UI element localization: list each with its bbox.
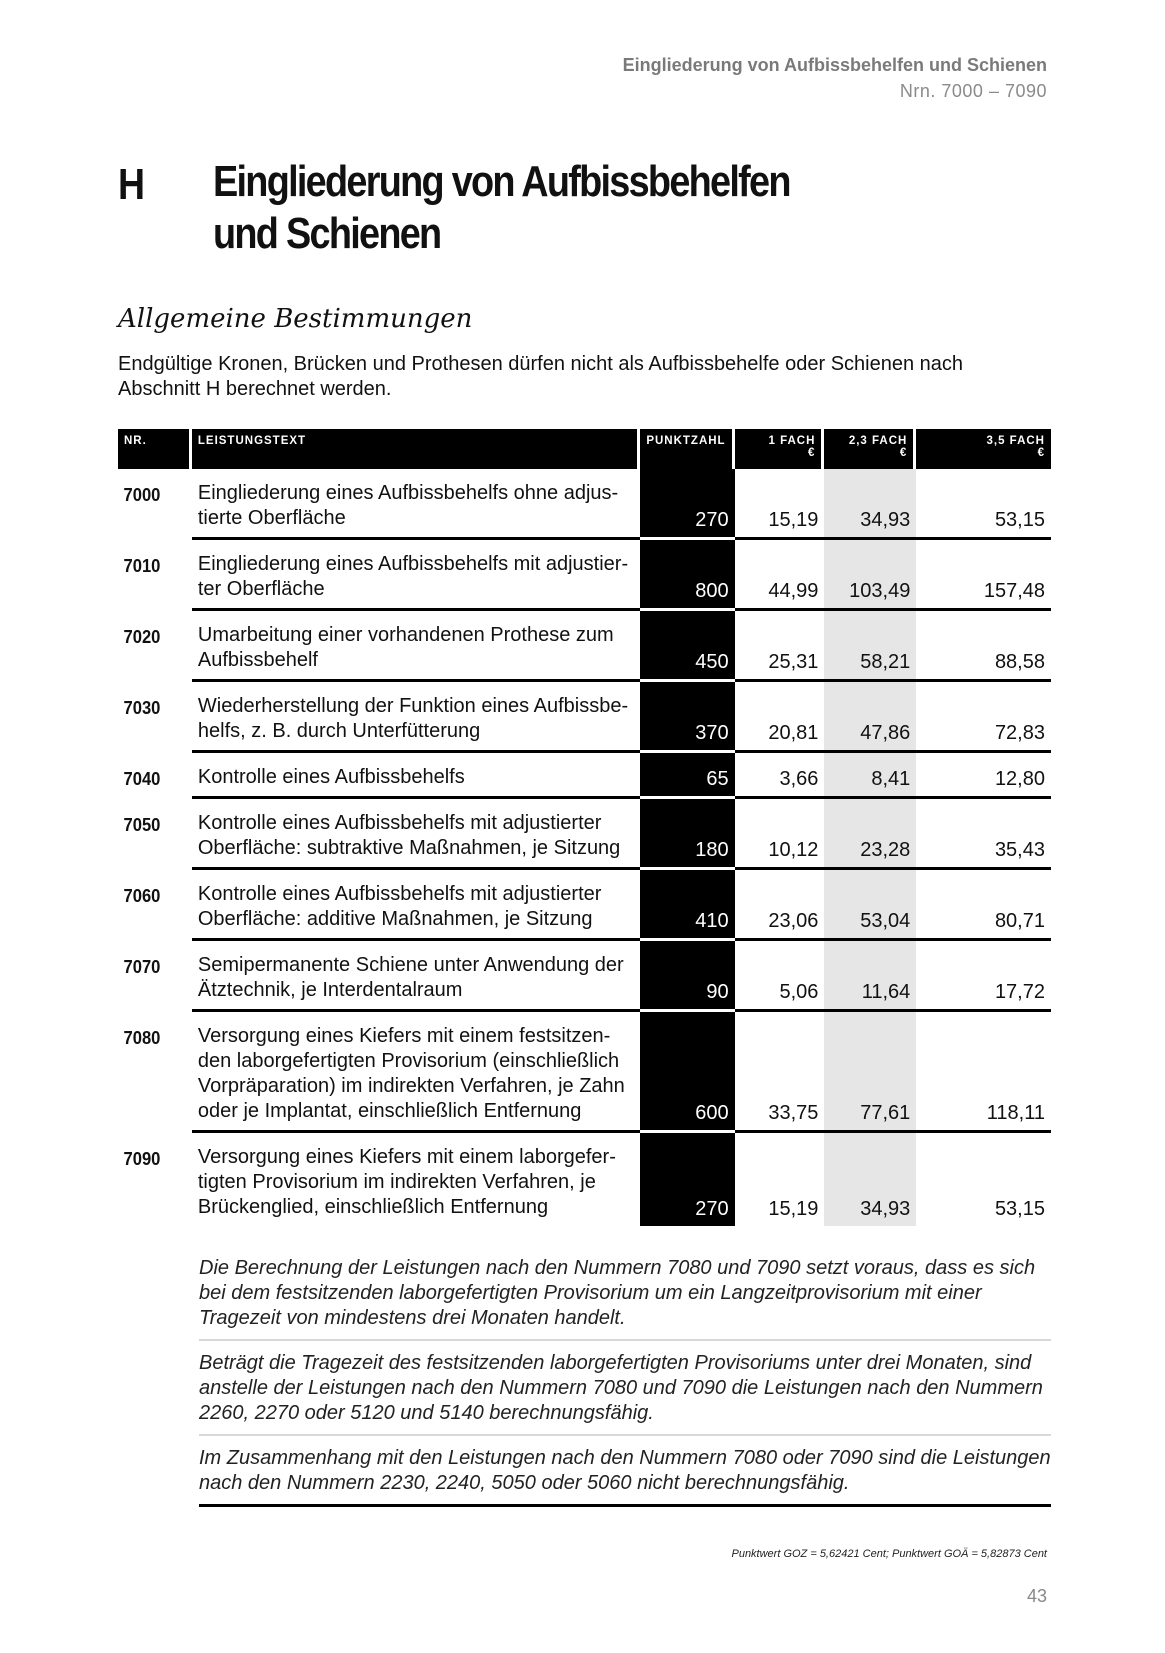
row-1-fach: 15,19 (768, 1198, 819, 1220)
row-number: 7030 (123, 698, 161, 718)
row-3-5-fach: 72,83 (916, 682, 1051, 753)
table-row (118, 540, 1051, 611)
intro-text: Endgültige Kronen, Brücken und Prothesen dürfen nicht als Aufbissbehelfe oder Schienen nach Abschnitt H berechnet werden. (118, 353, 964, 400)
header-1-fach-currency: € (808, 447, 816, 459)
punktwert-footnote: Punktwert GOZ = 5,62421 Cent; Punktwert GOÄ = 5,82873 Cent (731, 1548, 1047, 1560)
table-row (118, 753, 1051, 799)
section-title-line1: Eingliederung von Aufbissbehelfen (213, 157, 790, 206)
header-3-5-fach-label: 3,5 FACH (986, 435, 1045, 447)
note-3: Im Zusammenhang mit den Leistungen nach den Nummern 7080 oder 7090 sind die Leistungen nach den Nummern 2230, 2240, 5050 oder 5060 nicht berechnungsfähig. (199, 1436, 1051, 1507)
row-number: 7000 (123, 485, 161, 505)
row-punktzahl: 270 (640, 1133, 734, 1226)
row-number: 7040 (123, 769, 161, 789)
row-punktzahl: 180 (640, 799, 734, 870)
row-3-5-fach: 12,80 (916, 753, 1051, 799)
row-2-3-fach: 23,28 (824, 799, 916, 870)
row-1-fach: 15,19 (735, 469, 825, 540)
row-punktzahl: 65 (640, 753, 734, 799)
row-punktzahl: 600 (640, 1012, 734, 1133)
row-3-5-fach: 53,15 (994, 1198, 1045, 1220)
table-row (118, 870, 1051, 941)
table-row (118, 469, 1051, 540)
section-title-line2: und Schienen (213, 209, 441, 258)
row-2-3-fach: 34,93 (824, 469, 916, 540)
header-nr: NR. (118, 429, 192, 469)
row-1-fach: 5,06 (735, 941, 825, 1012)
running-header-title: Eingliederung von Aufbissbehelfen und Schienen (622, 55, 1047, 75)
row-1-fach: 10,12 (735, 799, 825, 870)
row-leistungstext: Eingliederung eines Aufbissbehelfs ohne adjus- tierte Oberfläche (192, 469, 640, 540)
row-3-5-fach: 118,11 (916, 1012, 1051, 1133)
header-leistungstext: LEISTUNGSTEXT (192, 429, 640, 469)
header-1-fach (735, 429, 825, 469)
row-3-5-fach: 17,72 (916, 941, 1051, 1012)
header-2-3-fach-label: 2,3 FACH (848, 435, 908, 447)
row-punktzahl: 410 (640, 870, 734, 941)
table-header-row (118, 429, 1051, 469)
row-number: 7070 (123, 957, 161, 977)
notes (199, 1246, 1051, 1507)
row-punktzahl: 270 (640, 469, 734, 540)
table-row (118, 799, 1051, 870)
row-leistungstext: Eingliederung eines Aufbissbehelfs mit adjustier- ter Oberfläche (192, 540, 640, 611)
row-leistungstext: Versorgung eines Kiefers mit einem festsitzen- den laborgefertigten Provisorium (einschließlich Vorpräparation) im indirekten Verfahren, je Zahn oder je Implantat, einschließlich Entfernung (192, 1012, 640, 1133)
row-punktzahl: 800 (640, 540, 734, 611)
table-row (118, 1012, 1051, 1133)
header-2-3-fach-currency: € (899, 447, 908, 459)
row-3-5-fach: 53,15 (916, 469, 1051, 540)
note-1: Die Berechnung der Leistungen nach den Nummern 7080 und 7090 setzt voraus, dass es sich bei dem festsitzenden laborgefertigten Provisorium um ein Langzeitprovisorium mit einer Tragezeit von mindestens drei Monaten handelt. (199, 1246, 1051, 1341)
row-2-3-fach: 11,64 (824, 941, 916, 1012)
row-leistungstext: Versorgung eines Kiefers mit einem laborgefer- tigten Provisorium im indirekten Verfahren, je Brückenglied, einschließlich Entfernung (197, 1146, 616, 1218)
table-row (118, 941, 1051, 1012)
row-leistungstext: Wiederherstellung der Funktion eines Aufbissbe- helfs, z. B. durch Unterfütterung (192, 682, 640, 753)
row-number: 7020 (123, 627, 161, 647)
row-1-fach: 23,06 (735, 870, 825, 941)
header-1-fach-label: 1 FACH (768, 435, 816, 447)
row-number: 7080 (123, 1028, 161, 1048)
row-2-3-fach: 34,93 (824, 1133, 916, 1226)
header-3-5-fach-currency: € (1037, 447, 1045, 459)
row-leistungstext: Kontrolle eines Aufbissbehelfs mit adjustierter Oberfläche: additive Maßnahmen, je Sitzung (192, 870, 640, 941)
row-number: 7060 (123, 886, 161, 906)
row-3-5-fach: 88,58 (916, 611, 1051, 682)
row-punktzahl: 450 (640, 611, 734, 682)
subtitle: Allgemeine Bestimmungen (118, 304, 473, 334)
row-1-fach: 44,99 (735, 540, 825, 611)
row-number: 7090 (123, 1149, 161, 1169)
row-2-3-fach: 58,21 (824, 611, 916, 682)
row-leistungstext: Umarbeitung einer vorhandenen Prothese zum Aufbissbehelf (192, 611, 640, 682)
header-2-3-fach (824, 429, 916, 469)
header-3-5-fach (916, 429, 1051, 469)
note-2: Beträgt die Tragezeit des festsitzenden laborgefertigten Provisoriums unter drei Monaten, sind anstelle der Leistungen nach den Nummern 7080 und 7090 die Leistungen nach den Nummern 2260, 2270 oder 5120 und 5140 berechnungsfähig. (199, 1341, 1051, 1436)
row-1-fach: 25,31 (735, 611, 825, 682)
row-2-3-fach: 77,61 (824, 1012, 916, 1133)
section-title (213, 156, 867, 260)
row-punktzahl: 370 (640, 682, 734, 753)
goz-table (118, 429, 1051, 1226)
table-row (118, 682, 1051, 753)
row-3-5-fach: 80,71 (916, 870, 1051, 941)
row-2-3-fach: 8,41 (824, 753, 916, 799)
table-row (118, 1133, 1051, 1226)
row-punktzahl: 90 (640, 941, 734, 1012)
row-leistungstext: Semipermanente Schiene unter Anwendung der Ätztechnik, je Interdentalraum (192, 941, 640, 1012)
row-leistungstext: Kontrolle eines Aufbissbehelfs mit adjustierter Oberfläche: subtraktive Maßnahmen, je Sitzung (192, 799, 640, 870)
running-header-range: Nrn. 7000 – 7090 (899, 81, 1047, 101)
row-1-fach: 20,81 (735, 682, 825, 753)
row-number: 7010 (123, 556, 161, 576)
row-2-3-fach: 103,49 (824, 540, 916, 611)
row-1-fach: 3,66 (735, 753, 825, 799)
running-header (623, 52, 1047, 104)
table-row (118, 611, 1051, 682)
row-3-5-fach: 157,48 (916, 540, 1051, 611)
section-letter: H (118, 160, 145, 209)
row-number: 7050 (123, 815, 161, 835)
row-2-3-fach: 47,86 (824, 682, 916, 753)
row-leistungstext: Kontrolle eines Aufbissbehelfs (192, 753, 640, 799)
row-2-3-fach: 53,04 (824, 870, 916, 941)
row-3-5-fach: 35,43 (916, 799, 1051, 870)
page-number: 43 (1026, 1586, 1047, 1606)
row-1-fach: 33,75 (735, 1012, 825, 1133)
header-punktzahl: PUNKTZAHL (640, 429, 734, 469)
